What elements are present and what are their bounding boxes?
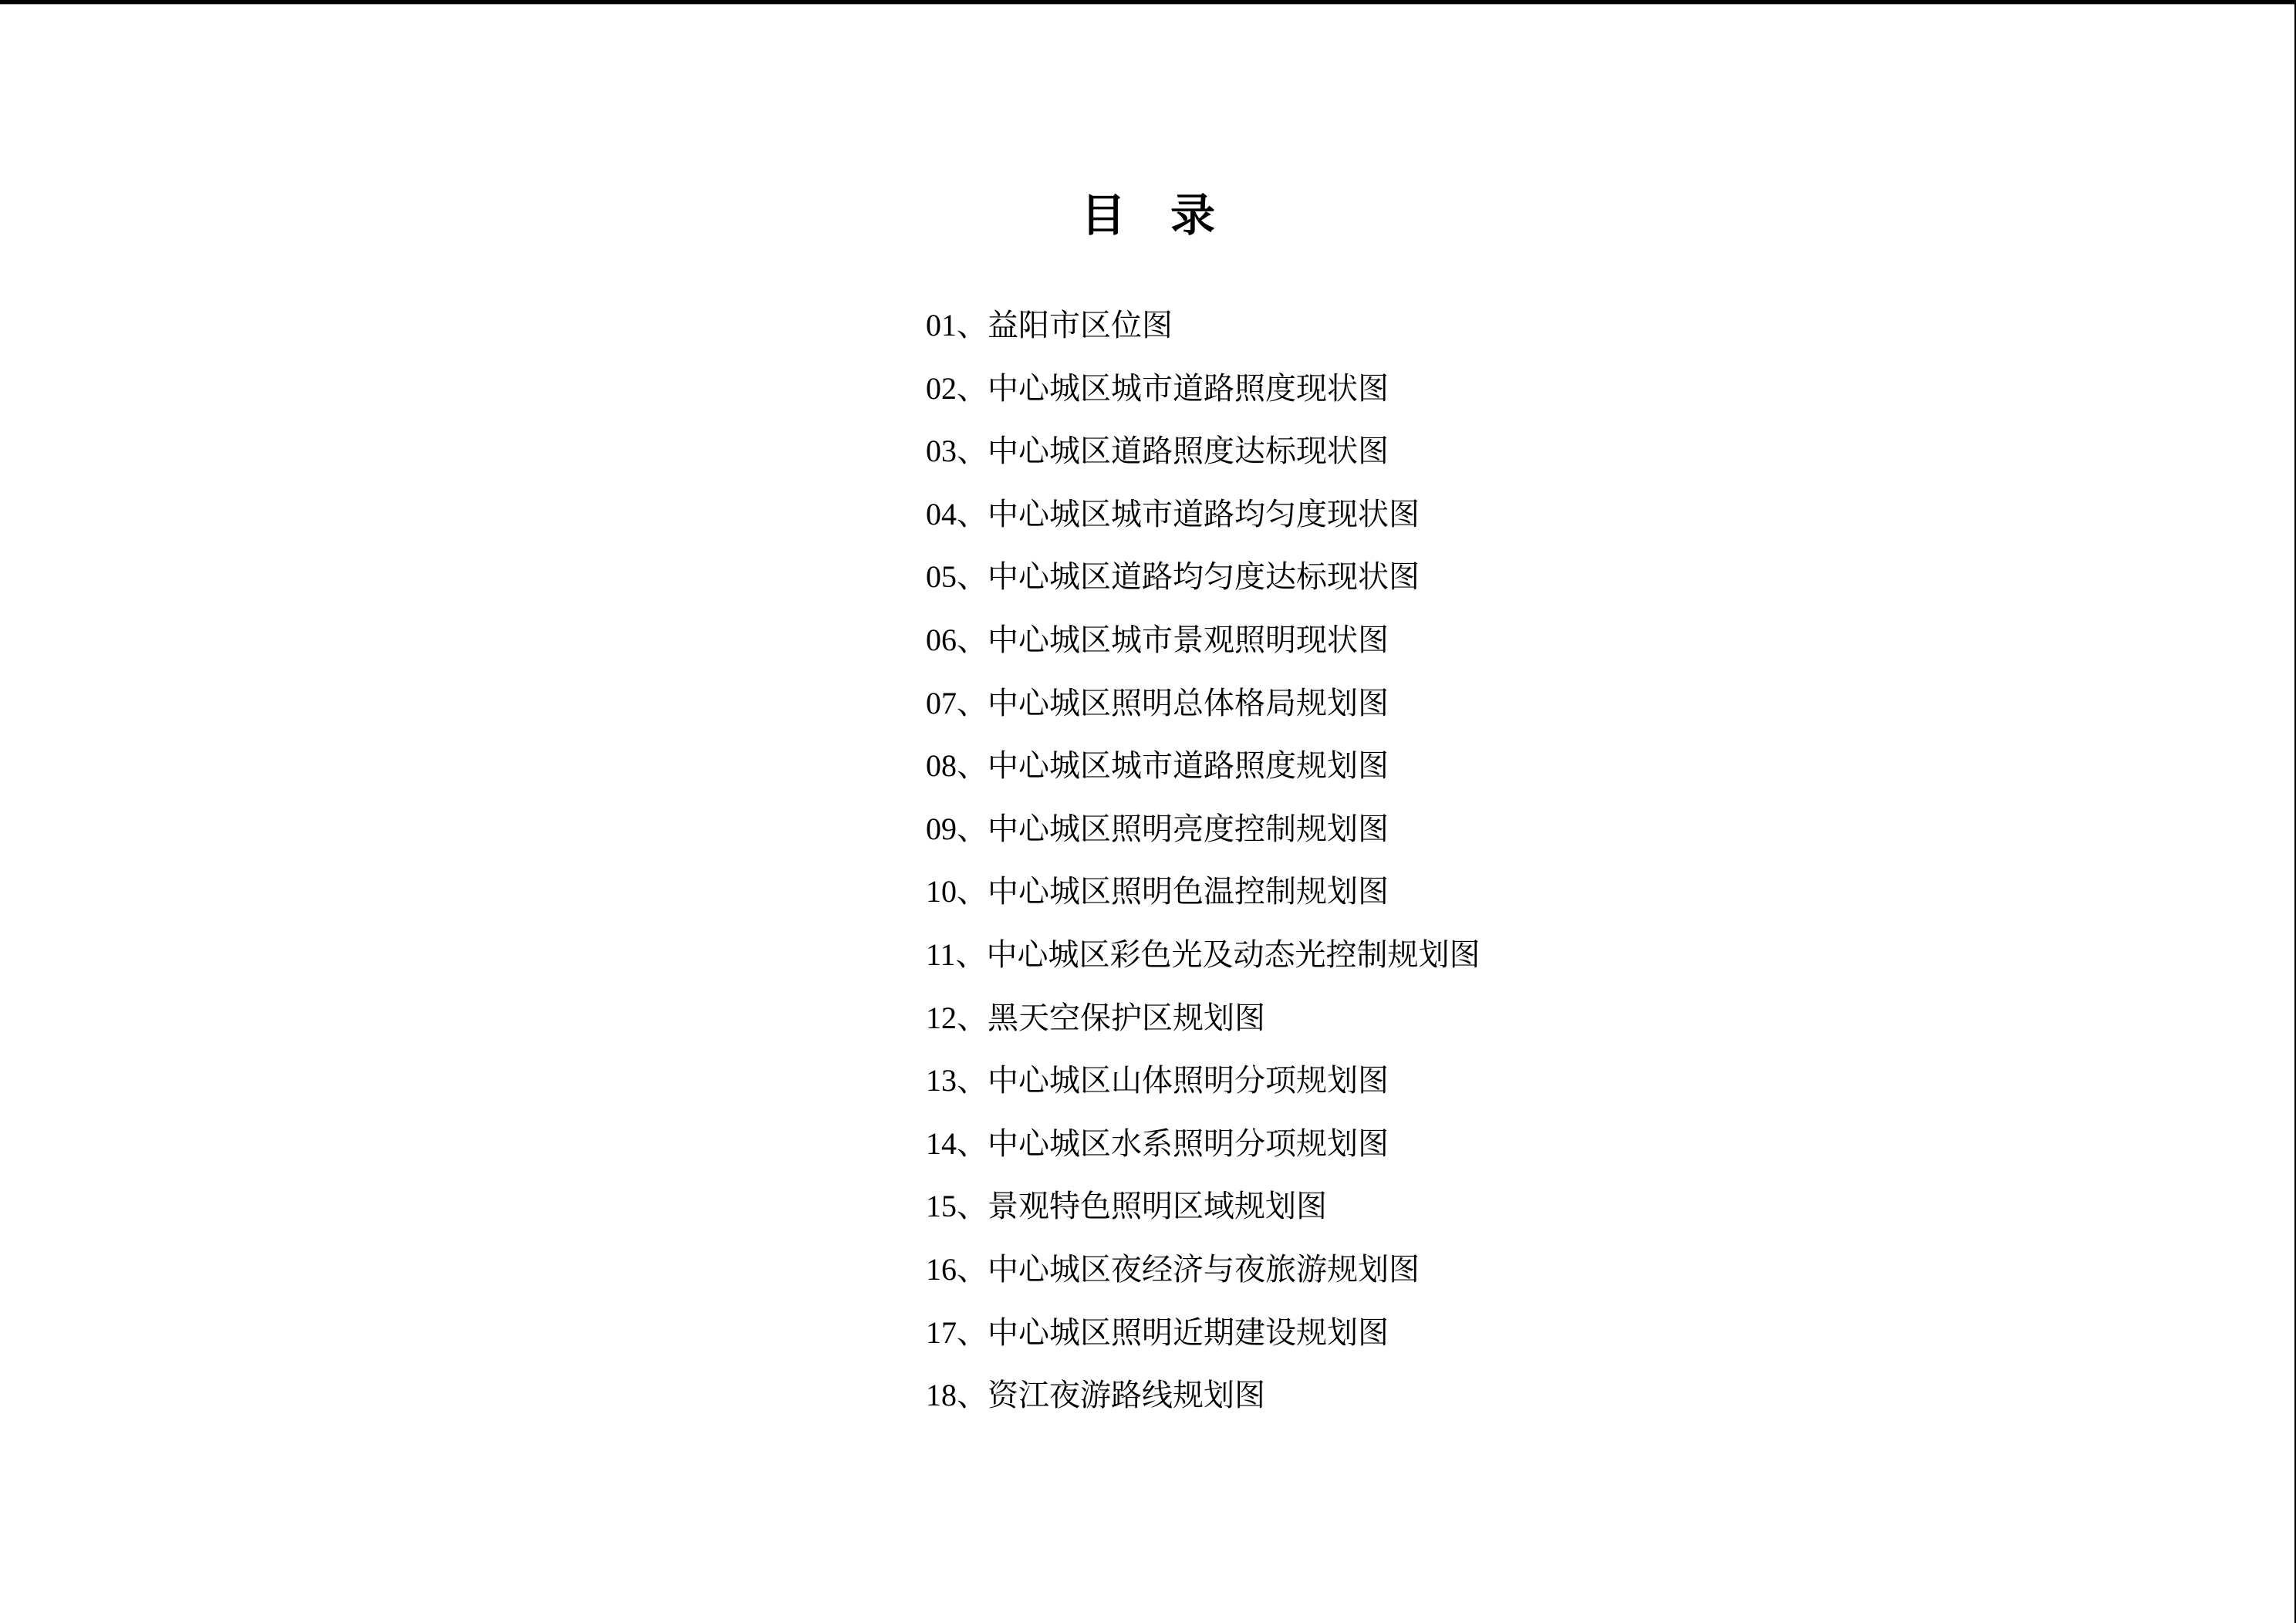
toc-item: 01、益阳市区位图: [926, 308, 1173, 342]
toc-item: 11、中心城区彩色光及动态光控制规划图: [926, 936, 1481, 972]
toc-item: 03、中心城区道路照度达标现状图: [926, 434, 1389, 469]
toc-item: 14、中心城区水系照明分项规划图: [926, 1125, 1389, 1161]
toc-item: 18、资江夜游路线规划图: [926, 1378, 1265, 1413]
toc-item: 17、中心城区照明近期建设规划图: [926, 1314, 1389, 1350]
toc-item: 15、景观特色照明区域规划图: [926, 1189, 1327, 1224]
toc-item: 02、中心城区城市道路照度现状图: [926, 370, 1389, 406]
toc-item: 09、中心城区照明亮度控制规划图: [926, 811, 1389, 846]
toc-item: 05、中心城区道路均匀度达标现状图: [926, 559, 1420, 595]
toc-item: 10、中心城区照明色温控制规划图: [926, 874, 1389, 909]
toc-item: 16、中心城区夜经济与夜旅游规划图: [926, 1251, 1420, 1287]
toc-item: 07、中心城区照明总体格局规划图: [926, 685, 1389, 720]
toc-list: [926, 294, 1481, 1427]
toc-item: 13、中心城区山体照明分项规划图: [926, 1063, 1389, 1098]
toc-item: 06、中心城区城市景观照明现状图: [926, 622, 1389, 657]
toc-item: 08、中心城区城市道路照度规划图: [926, 748, 1389, 784]
toc-item: 12、黑天空保护区规划图: [926, 1000, 1265, 1035]
toc-item: 04、中心城区城市道路均匀度现状图: [926, 496, 1420, 531]
page-title: 目 录: [1080, 191, 1215, 241]
top-border-bar: [0, 0, 2296, 5]
